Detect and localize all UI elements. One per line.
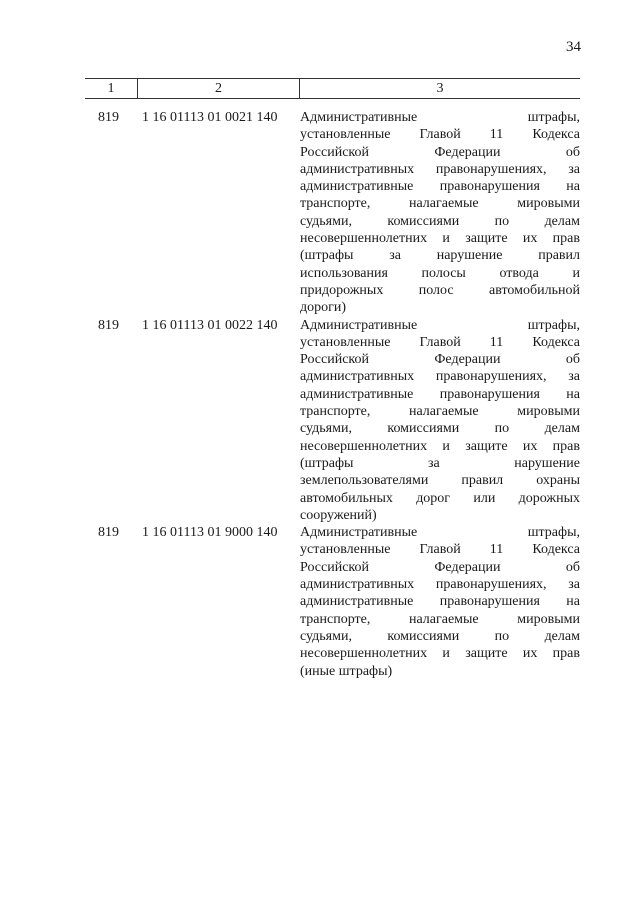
description-line: административных правонарушениях, за <box>300 577 580 593</box>
description-line: землепользователями правил охраны <box>300 473 580 489</box>
table-row <box>85 109 580 317</box>
description-cell <box>300 524 580 680</box>
description-line: несовершеннолетних и защите их прав <box>300 438 580 454</box>
admin-code-cell: 819 <box>98 110 119 125</box>
description-line: транспорте, налагаемые мировыми <box>300 404 580 420</box>
description-cell <box>300 109 580 317</box>
admin-code-cell: 819 <box>98 317 119 333</box>
table-body <box>85 109 580 680</box>
description-line: административных правонарушениях, за <box>300 369 580 385</box>
description-line: Административные штрафы, <box>300 317 580 333</box>
description-line: сооружений) <box>300 507 377 523</box>
description-line: (иные штрафы) <box>300 663 393 679</box>
description-line: Российской Федерации об <box>300 144 580 160</box>
description-line: придорожных полос автомобильной <box>300 282 580 298</box>
description-line: установленные Главой 11 Кодекса <box>300 542 580 558</box>
budget-classification-code-cell: 1 16 01113 01 0021 140 <box>142 110 278 125</box>
budget-classification-code-cell: 1 16 01113 01 0022 140 <box>142 317 278 333</box>
description-line: судьями, комиссиями по делам <box>300 213 580 229</box>
description-line: транспорте, налагаемые мировыми <box>300 611 580 627</box>
description-line: Административные штрафы, <box>300 525 580 541</box>
description-line: установленные Главой 11 Кодекса <box>300 127 580 143</box>
description-line: Российской Федерации об <box>300 559 580 575</box>
description-line: судьями, комиссиями по делам <box>300 421 580 437</box>
table-row <box>85 317 580 525</box>
table-row <box>85 524 580 680</box>
description-line: Административные штрафы, <box>300 110 580 125</box>
header-col-2: 2 <box>138 79 300 98</box>
header-col-3: 3 <box>436 81 444 96</box>
description-line: транспорте, налагаемые мировыми <box>300 196 580 212</box>
description-line: судьями, комиссиями по делам <box>300 628 580 644</box>
description-line: административные правонарушения на <box>300 179 580 195</box>
budget-classification-code-cell: 1 16 01113 01 9000 140 <box>142 525 278 541</box>
description-line: дороги) <box>300 300 347 316</box>
header-col-1: 1 <box>85 79 138 98</box>
description-line: автомобильных дорог или дорожных <box>300 490 580 506</box>
description-line: установленные Главой 11 Кодекса <box>300 334 580 350</box>
description-line: (штрафы за нарушение правил <box>300 248 580 264</box>
description-line: использования полосы отвода и <box>300 265 580 281</box>
table-header-row <box>85 78 580 99</box>
admin-code-cell: 819 <box>98 525 119 541</box>
description-line: (штрафы за нарушение <box>300 455 580 471</box>
description-line: несовершеннолетних и защите их прав <box>300 646 580 662</box>
description-line: несовершеннолетних и защите их прав <box>300 231 580 247</box>
description-line: административные правонарушения на <box>300 386 580 402</box>
page-number: 34 <box>566 39 581 55</box>
description-line: административные правонарушения на <box>300 594 580 610</box>
description-cell <box>300 317 580 525</box>
budget-code-table <box>85 78 580 680</box>
description-line: административных правонарушениях, за <box>300 161 580 177</box>
description-line: Российской Федерации об <box>300 352 580 368</box>
